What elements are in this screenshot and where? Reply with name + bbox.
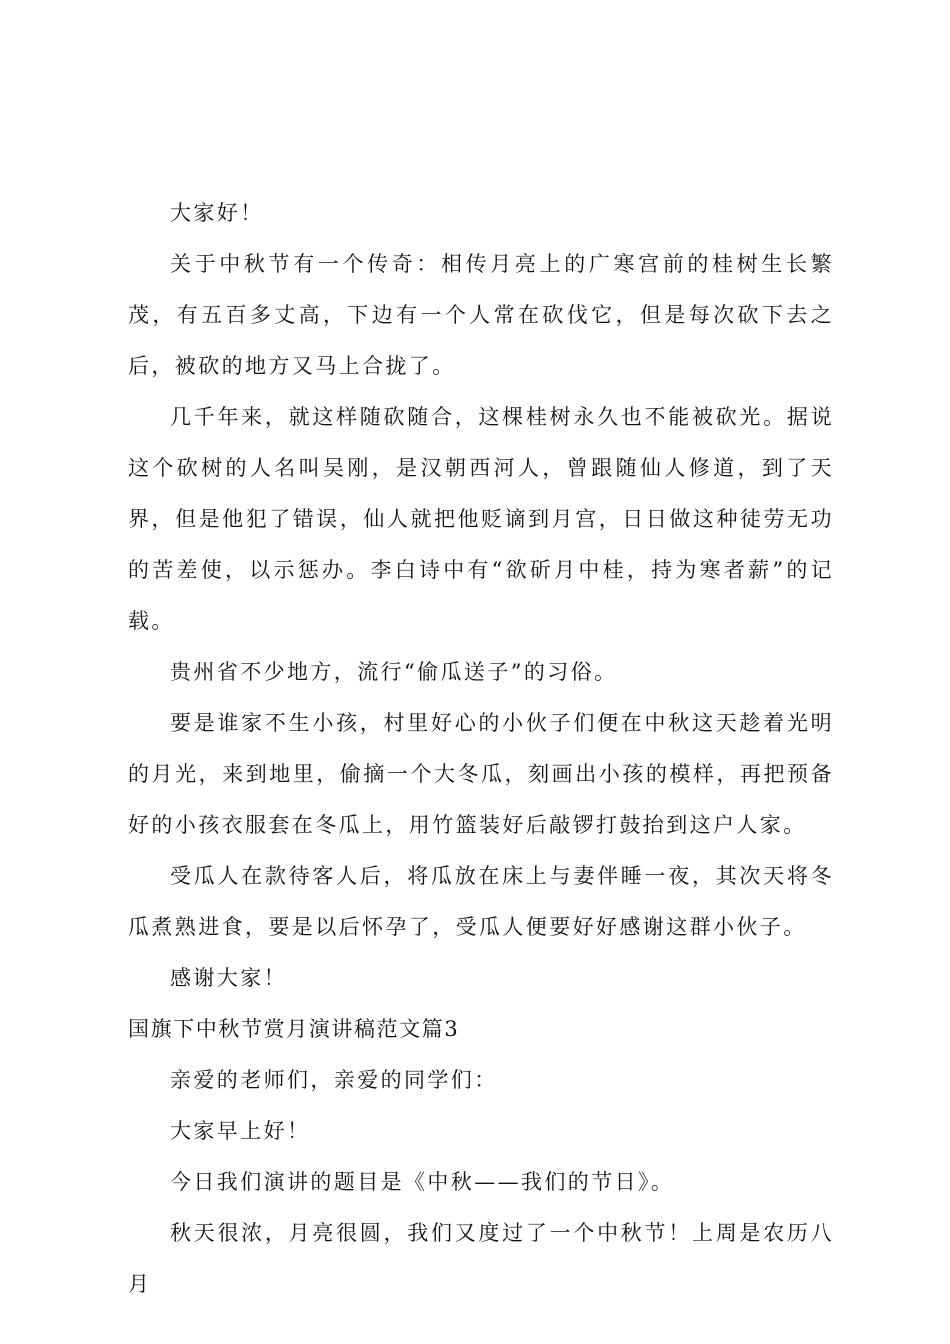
guizhou-custom-paragraph: 贵州省不少地方，流行“偷瓜送子”的习俗。 (170, 660, 618, 684)
document-body (128, 188, 834, 1310)
legend-paragraph: 关于中秋节有一个传奇：相传月亮上的广寒宫前的桂树生长繁茂，有五百多丈高，下边有一个人常在砍伐它，但是每次砍下去之后，被砍的地方又马上合拢了。 (128, 252, 834, 378)
topic-paragraph: 今日我们演讲的题目是《中秋——我们的节日》。 (170, 1170, 675, 1194)
morning-greeting-paragraph: 大家早上好！ (170, 1119, 311, 1143)
salutation-paragraph: 亲爱的老师们，亲爱的同学们： (170, 1068, 498, 1092)
autumn-paragraph: 秋天很浓，月亮很圆，我们又度过了一个中秋节！上周是农历八月 (128, 1221, 834, 1296)
wu-gang-paragraph: 几千年来，就这样随砍随合，这棵桂树永久也不能被砍光。据说这个砍树的人名叫吴刚，是汉朝西河人，曾跟随仙人修道，到了天界，但是他犯了错误，仙人就把他贬谪到月宫，日日做这种徒劳无功的苦差使，以示惩办。李白诗中有“欲斫月中桂，持为寒者薪”的记载。 (128, 405, 834, 633)
greeting-paragraph: 大家好！ (170, 201, 264, 225)
melon-stealing-paragraph: 要是谁家不生小孩，村里好心的小伙子们便在中秋这天趁着光明的月光，来到地里，偷摘一个大冬瓜，刻画出小孩的模样，再把预备好的小孩衣服套在冬瓜上，用竹篮装好后敲锣打鼓抬到这户人家。 (128, 711, 834, 837)
section-heading: 国旗下中秋节赏月演讲稿范文篇3 (128, 1017, 460, 1041)
thanks-paragraph: 感谢大家！ (170, 966, 287, 990)
melon-receiver-paragraph: 受瓜人在款待客人后，将瓜放在床上与妻伴睡一夜，其次天将冬瓜煮熟进食，要是以后怀孕了，受瓜人便要好好感谢这群小伙子。 (128, 864, 834, 939)
